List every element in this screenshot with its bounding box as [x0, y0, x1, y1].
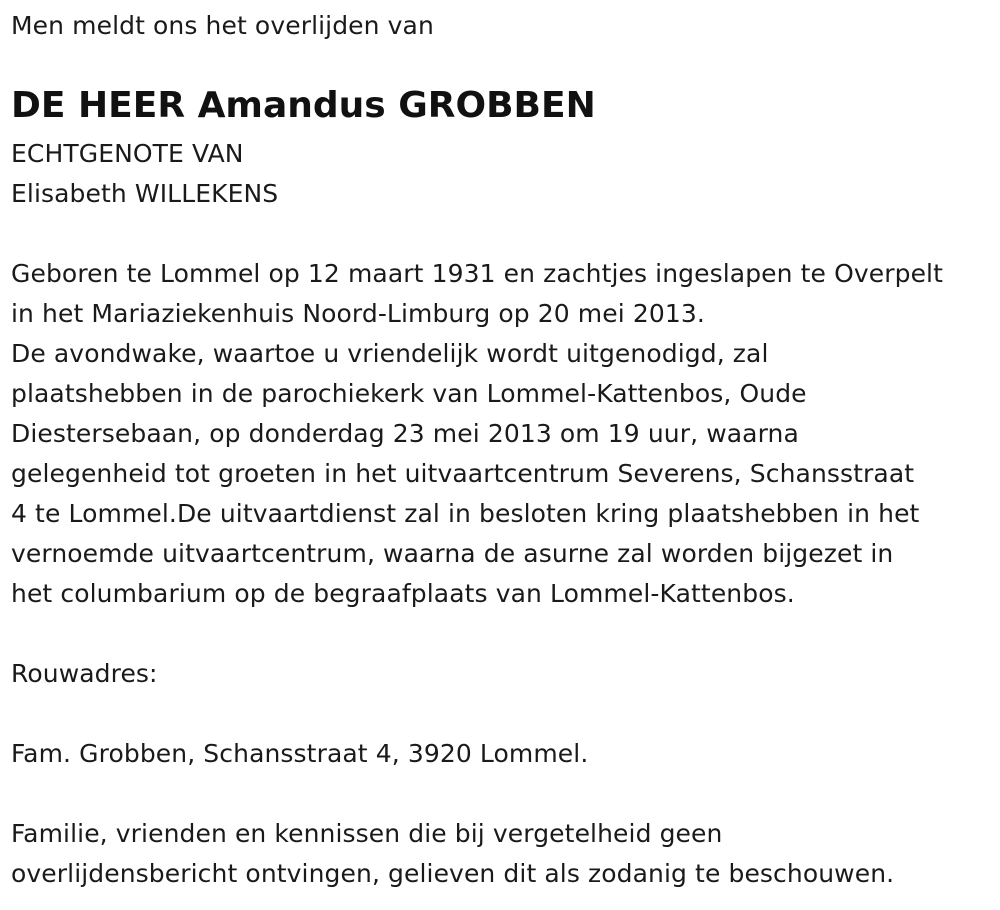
body-line: De avondwake, waartoe u vriendelijk wordt uitgenodigd, zal — [11, 339, 769, 368]
body-line: 4 te Lommel.De uitvaartdienst zal in besloten kring plaatshebben in het — [11, 499, 920, 528]
closing-line: overlijdensbericht ontvingen, gelieven dit als zodanig te beschouwen. — [11, 859, 895, 888]
body-line: Diestersebaan, op donderdag 23 mei 2013 om 19 uur, waarna — [11, 419, 799, 448]
notice-body — [11, 254, 943, 614]
body-line: plaatshebben in de parochiekerk van Lommel-Kattenbos, Oude — [11, 379, 807, 408]
body-line: in het Mariaziekenhuis Noord-Limburg op 20 mei 2013. — [11, 299, 705, 328]
mourning-address: Fam. Grobben, Schansstraat 4, 3920 Lommel. — [11, 739, 589, 768]
body-line: vernoemde uitvaartcentrum, waarna de asurne zal worden bijgezet in — [11, 539, 894, 568]
closing-line: Familie, vrienden en kennissen die bij vergetelheid geen — [11, 819, 723, 848]
address-label: Rouwadres: — [11, 659, 158, 688]
body-line: het columbarium op de begraafplaats van Lommel-Kattenbos. — [11, 579, 795, 608]
spouse-block — [11, 134, 278, 214]
intro-text: Men meldt ons het overlijden van — [11, 11, 434, 40]
body-line: gelegenheid tot groeten in het uitvaartcentrum Severens, Schansstraat — [11, 459, 915, 488]
spouse-label: ECHTGENOTE VAN — [11, 139, 244, 168]
closing-text — [11, 814, 894, 894]
deceased-name: DE HEER Amandus GROBBEN — [11, 85, 596, 126]
body-line: Geboren te Lommel op 12 maart 1931 en zachtjes ingeslapen te Overpelt — [11, 259, 944, 288]
spouse-name: Elisabeth WILLEKENS — [11, 179, 279, 208]
